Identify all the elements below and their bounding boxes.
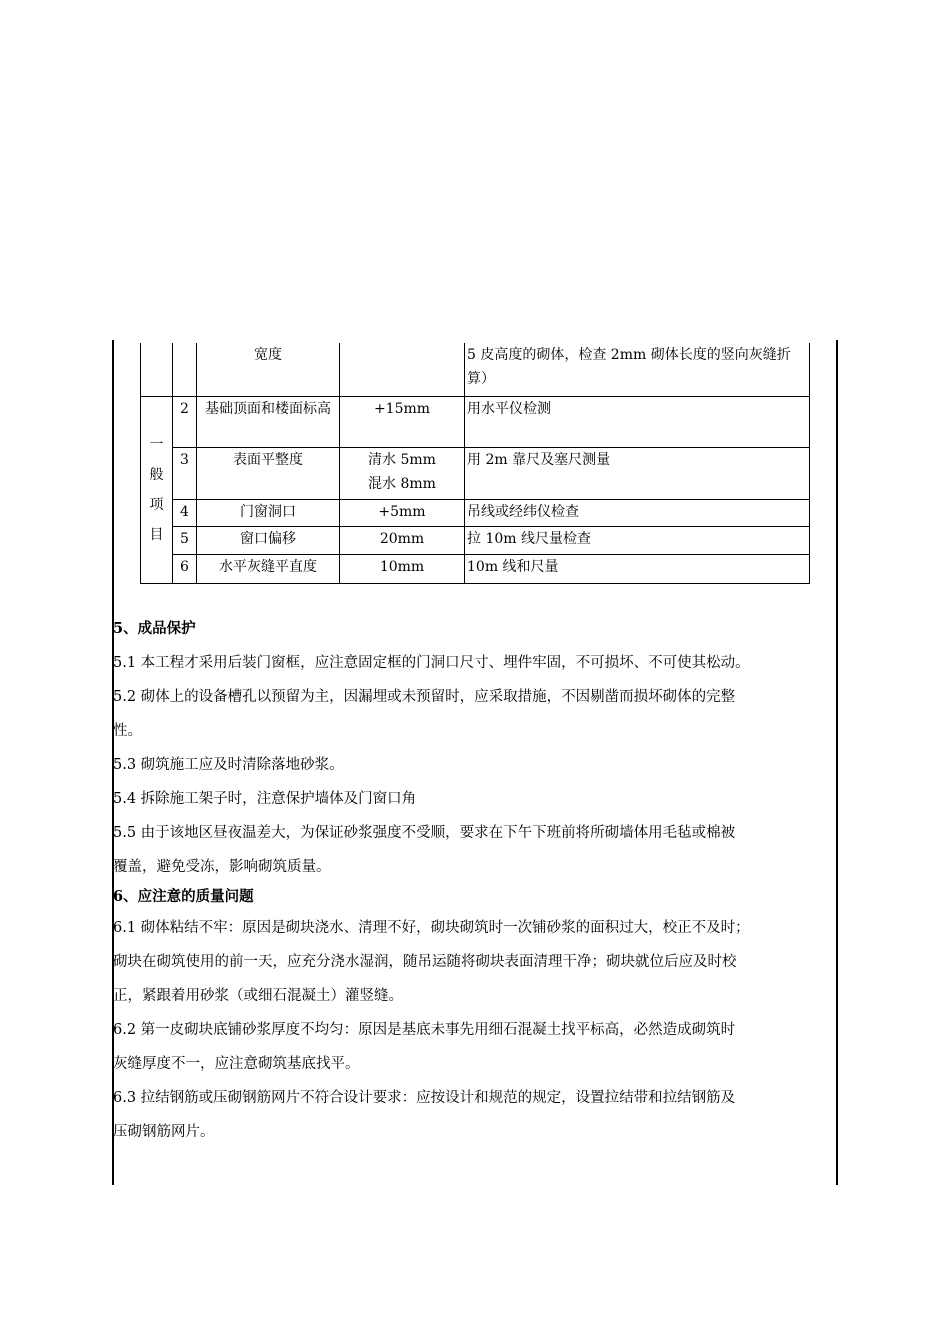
item-number [173,343,197,396]
item-name: 水平灰缝平直度 [197,554,340,583]
paragraph-line: 5.5 由于该地区昼夜温差大，为保证砂浆强度不受顺，要求在下午下班前将所砌墙体用毛毡或棉被 [113,825,736,841]
item-number: 6 [173,554,197,583]
inspection-method: 拉 10m 线尺量检查 [465,526,810,554]
section-heading-quality-issues: 6、应注意的质量问题 [113,888,254,905]
inspection-method: 吊线或经纬仪检查 [465,499,810,526]
paragraph-line: 砌块在砌筑使用的前一天，应充分浇水湿润，随吊运随将砌块表面清理干净；砌块就位后应及时校 [113,954,737,970]
paragraph-line: 5.4 拆除施工架子时，注意保护墙体及门窗口角 [113,791,417,807]
paragraph-line: 6.2 第一皮砌块底铺砂浆厚度不均匀：原因是基底未事先用细石混凝土找平标高，必然造成砌筑时 [113,1022,736,1038]
item-name: 宽度 [197,343,340,396]
item-name: 窗口偏移 [197,526,340,554]
category-general-items: 一 般 项 目 [141,396,173,583]
paragraph-line: 6.1 砌体粘结不牢：原因是砌块浇水、清理不好，砌块砌筑时一次铺砂浆的面积过大，校正不及时； [113,920,750,936]
tolerance-value: +15mm [340,396,465,447]
item-number: 3 [173,447,197,499]
paragraph-line: 压砌钢筋网片。 [113,1124,215,1140]
item-number: 2 [173,396,197,447]
paragraph-line: 5.1 本工程才采用后装门窗框，应注意固定框的门洞口尺寸、埋件牢固，不可损坏、不可使其松动。 [113,655,750,671]
item-number: 4 [173,499,197,526]
tolerance-value: 10mm [340,554,465,583]
inspection-method: 10m 线和尺量 [465,554,810,583]
category-cell-empty [141,343,173,396]
inspection-method: 用 2m 靠尺及塞尺测量 [465,447,810,499]
item-name: 基础顶面和楼面标高 [197,396,340,447]
item-name: 表面平整度 [197,447,340,499]
paragraph-line: 5.3 砌筑施工应及时清除落地砂浆。 [113,757,344,773]
tolerance-clear-water: 清水 5mm [368,451,436,468]
paragraph-line: 正，紧跟着用砂浆（或细石混凝土）灌竖缝。 [113,988,403,1004]
paragraph-line: 覆盖，避免受冻，影响砌筑质量。 [113,859,331,875]
paragraph-line: 5.2 砌体上的设备槽孔以预留为主，因漏埋或未预留时，应采取措施，不因剔凿而损坏砌体的完整 [113,689,736,705]
quality-tolerance-table [140,343,810,584]
paragraph-line: 6.3 拉结钢筋或压砌钢筋网片不符合设计要求：应按设计和规范的规定，设置拉结带和拉结钢筋及 [113,1090,736,1106]
table-row [141,499,810,526]
inspection-method: 用水平仪检测 [465,396,810,447]
tolerance-value: 20mm [340,526,465,554]
inspection-method: 5 皮高度的砌体，检查 2mm 砌体长度的竖向灰缝折算） [465,343,810,396]
table-row [141,447,810,499]
document-body [113,618,843,1151]
tolerance-mixed-water: 混水 8mm [368,475,436,492]
paragraph-line: 性。 [113,723,142,739]
table-row [141,526,810,554]
table-row [141,554,810,583]
tolerance-value [340,447,465,499]
tolerance-value: +5mm [340,499,465,526]
section-heading-finished-product-protection: 5、成品保护 [113,620,196,637]
tolerance-value [340,343,465,396]
table-row [141,396,810,447]
item-number: 5 [173,526,197,554]
paragraph-line: 灰缝厚度不一，应注意砌筑基底找平。 [113,1056,360,1072]
item-name: 门窗洞口 [197,499,340,526]
table-row [141,343,810,396]
